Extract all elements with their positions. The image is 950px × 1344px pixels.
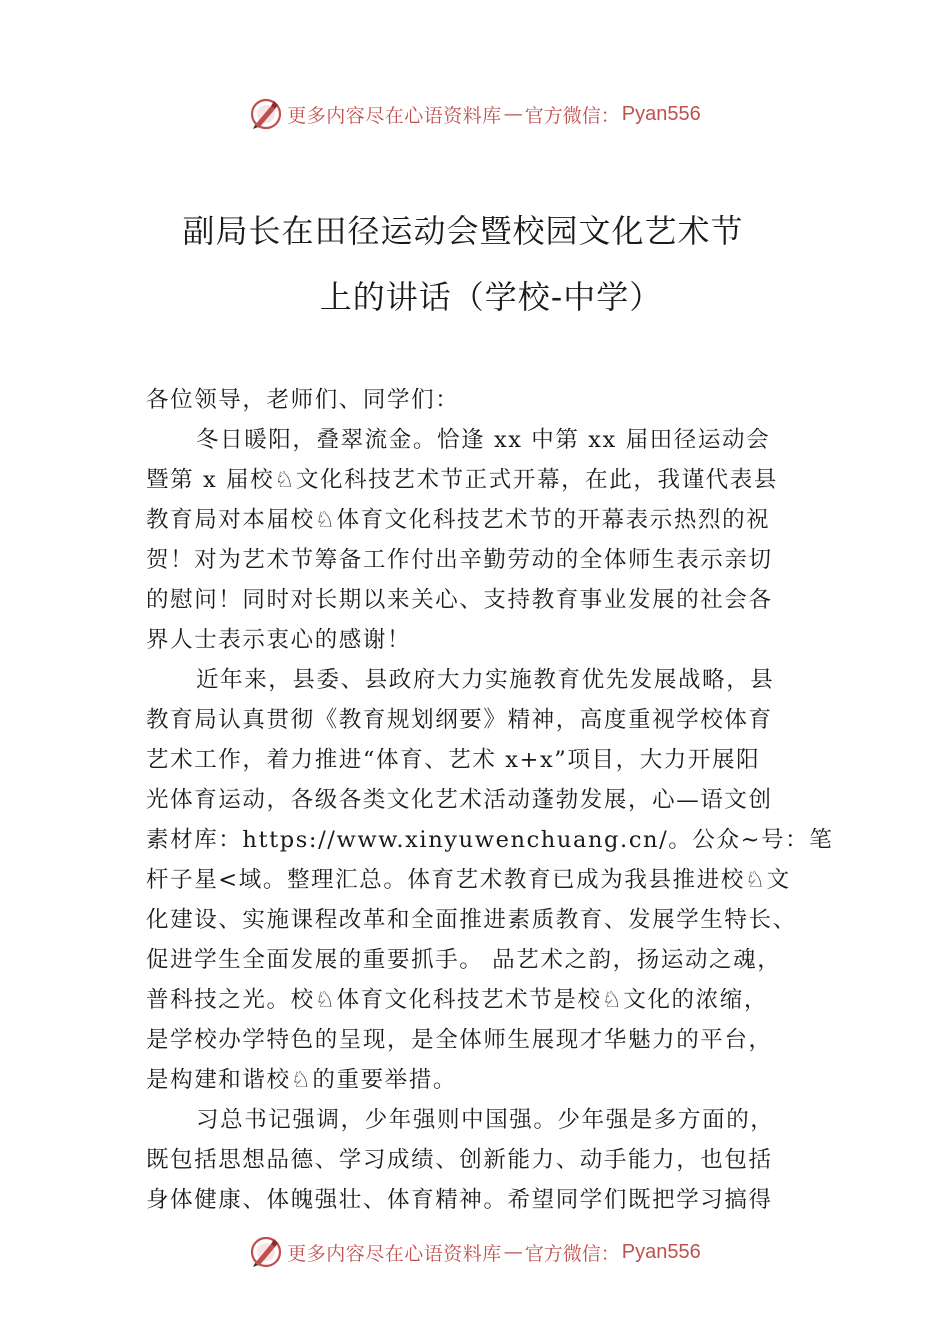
banner-text: 更多内容尽在心语资料库 [287,104,502,127]
body-line: 冬日暖阳，叠翠流金。恰逢 xx 中第 xx 届田径运动会 [196,427,771,453]
banner-wechat-id: Pyan556 [621,1240,701,1263]
body-line: 贺！对为艺术节筹备工作付出辛勤劳动的全体师生表示亲切 [146,547,773,573]
body-line: 各位领导，老师们、同学们： [146,387,460,413]
body-line: 光体育运动，各级各类文化艺术活动蓬勃发展，心—语文创 [146,787,773,813]
document-title-line1: 副局长在田径运动会暨校园文化艺术节 [182,212,744,250]
body-line: 促进学生全面发展的重要抓手。 品艺术之韵，扬运动之魂， [146,947,782,973]
banner-separator: — [503,1241,523,1263]
body-line: 界人士表示衷心的感谢！ [146,627,412,653]
banner-wechat-id: Pyan556 [621,102,701,125]
body-line: 近年来，县委、县政府大力实施教育优先发展战略，县 [196,667,775,693]
body-line: 杆子星<域。整理汇总。体育艺术教育已成为我县推进校♘文 [146,867,791,893]
body-line: 的慰问！同时对长期以来关心、支持教育事业发展的社会各 [146,587,773,613]
pen-logo-icon [249,97,283,131]
body-line: 普科技之光。校♘体育文化科技艺术节是校♘文化的浓缩， [146,987,768,1013]
header-banner [0,94,950,134]
body-line: 教育局认真贯彻《教育规划纲要》精神，高度重视学校体育 [146,707,773,733]
document-body [146,380,834,1220]
body-line: 素材库：https://www.xinyuwenchuang.cn/。公众~号：笔 [146,827,834,853]
banner-text: 更多内容尽在心语资料库 [287,1242,502,1265]
body-line: 身体健康、体魄强壮、体育精神。希望同学们既把学习搞得 [146,1187,773,1213]
body-line: 习总书记强调，少年强则中国强。少年强是多方面的， [196,1107,775,1133]
banner-wechat-label: 官方微信： [524,104,620,127]
pen-logo-icon [249,1235,283,1269]
body-line: 是构建和谐校♘的重要举措。 [146,1067,457,1093]
body-line: 既包括思想品德、学习成绩、创新能力、动手能力，也包括 [146,1147,773,1173]
body-line: 是学校办学特色的呈现，是全体师生展现才华魅力的平台， [146,1027,773,1053]
banner-separator: — [503,103,523,125]
body-line: 教育局对本届校♘体育文化科技艺术节的开幕表示热烈的祝 [146,507,771,533]
document-title-line2: 上的讲话（学校-中学） [319,278,663,316]
body-line: 暨第 x 届校♘文化科技艺术节正式开幕，在此，我谨代表县 [146,467,778,493]
body-line: 艺术工作，着力推进“体育、艺术 x+x”项目，大力开展阳 [146,747,761,773]
banner-wechat-label: 官方微信： [524,1242,620,1265]
footer-banner [0,1232,950,1272]
body-line: 化建设、实施课程改革和全面推进素质教育、发展学生特长、 [146,907,797,933]
